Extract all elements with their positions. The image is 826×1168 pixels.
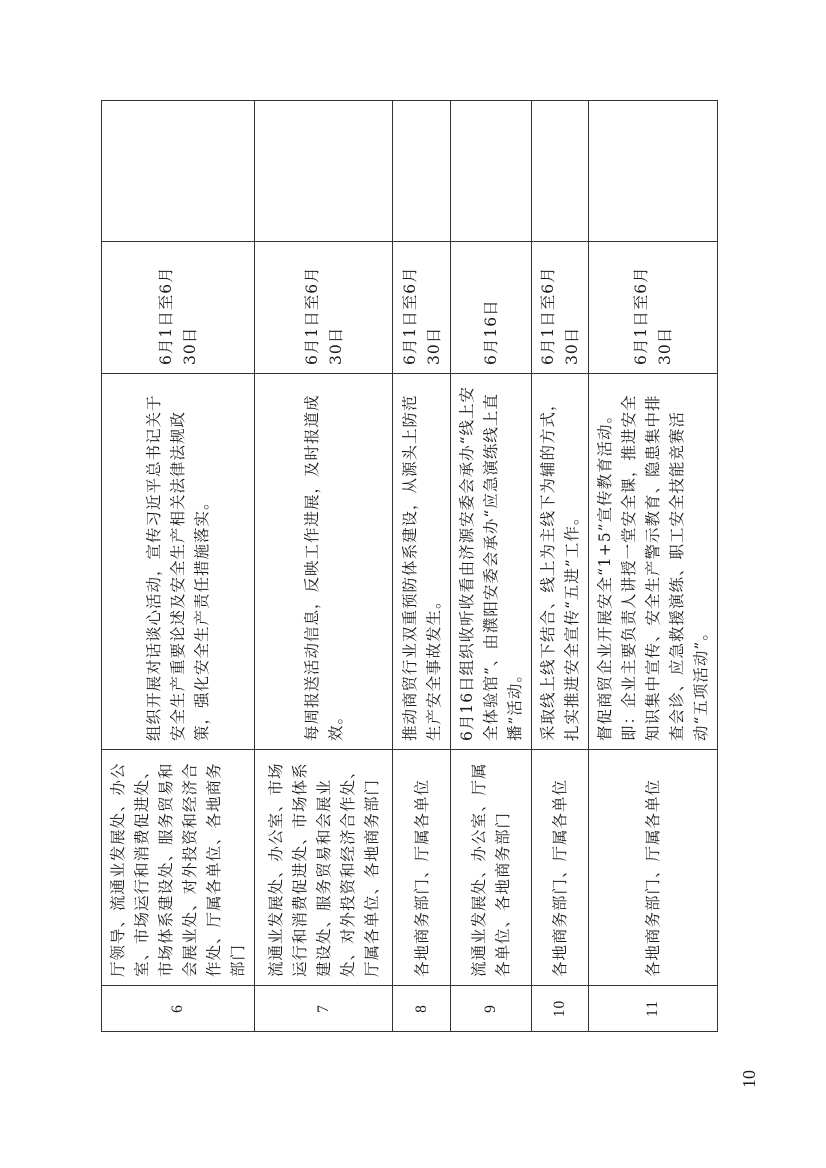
time-range: 6月1日至6月30日	[255, 242, 393, 374]
time-range: 6月16日	[451, 242, 532, 374]
page-number: 10	[739, 1070, 759, 1088]
rotated-table-wrapper	[101, 101, 710, 1032]
task-content: 每周报送活动信息，反映工作进展，及时报道成效。	[255, 374, 393, 750]
task-table	[101, 100, 718, 1032]
note-cell	[532, 101, 589, 242]
row-number: 10	[532, 986, 589, 1032]
row-number: 9	[451, 986, 532, 1032]
row-number: 7	[255, 986, 393, 1032]
responsible-unit: 流通业发展处、办公室、厅属各单位、各地商务部门	[451, 750, 532, 986]
responsible-unit: 各地商务部门、厅属各单位	[589, 750, 718, 986]
task-content: 督促商贸企业开展安全“1+5”宣传教育活动。即：企业主要负责人讲授一堂安全课，推进安全知识集中宣传、安全生产警示教育、隐患集中排查会诊、应急救援演练、职工安全技能竞赛活动“五项活动”。	[589, 374, 718, 750]
time-range: 6月1日至6月30日	[393, 242, 451, 374]
table-row	[451, 101, 532, 1032]
note-cell	[393, 101, 451, 242]
note-cell	[451, 101, 532, 242]
table-row	[255, 101, 393, 1032]
table-row	[393, 101, 451, 1032]
row-number: 8	[393, 986, 451, 1032]
note-cell	[102, 101, 255, 242]
responsible-unit: 各地商务部门、厅属各单位	[532, 750, 589, 986]
task-content: 组织开展对话谈心活动，宣传习近平总书记关于安全生产重要论述及安全生产相关法律法规政策，强化安全生产责任措施落实。	[102, 374, 255, 750]
time-range: 6月1日至6月30日	[532, 242, 589, 374]
table-row	[589, 101, 718, 1032]
time-range: 6月1日至6月30日	[589, 242, 718, 374]
task-content: 6月16日组织收听收看由济源安委会承办“线上安全体验馆”、由濮阳安委会承办“应急演练线上直播”活动。	[451, 374, 532, 750]
responsible-unit: 各地商务部门、厅属各单位	[393, 750, 451, 986]
table-row	[532, 101, 589, 1032]
row-number: 11	[589, 986, 718, 1032]
task-content: 推动商贸行业双重预防体系建设，从源头上防范生产安全事故发生。	[393, 374, 451, 750]
row-number: 6	[102, 986, 255, 1032]
responsible-unit: 流通业发展处、办公室、市场运行和消费促进处、市场体系建设处、服务贸易和会展业处、对外投资和经济合作处、厅属各单位、各地商务部门	[255, 750, 393, 986]
note-cell	[255, 101, 393, 242]
table-row	[102, 101, 255, 1032]
note-cell	[589, 101, 718, 242]
task-content: 采取线上线下结合、线上为主线下为辅的方式，扎实推进安全宣传“五进”工作。	[532, 374, 589, 750]
responsible-unit: 厅领导、流通业发展处、办公室、市场运行和消费促进处、市场体系建设处、服务贸易和会展业处、对外投资和经济合作处、厅属各单位、各地商务部门	[102, 750, 255, 986]
time-range: 6月1日至6月30日	[102, 242, 255, 374]
